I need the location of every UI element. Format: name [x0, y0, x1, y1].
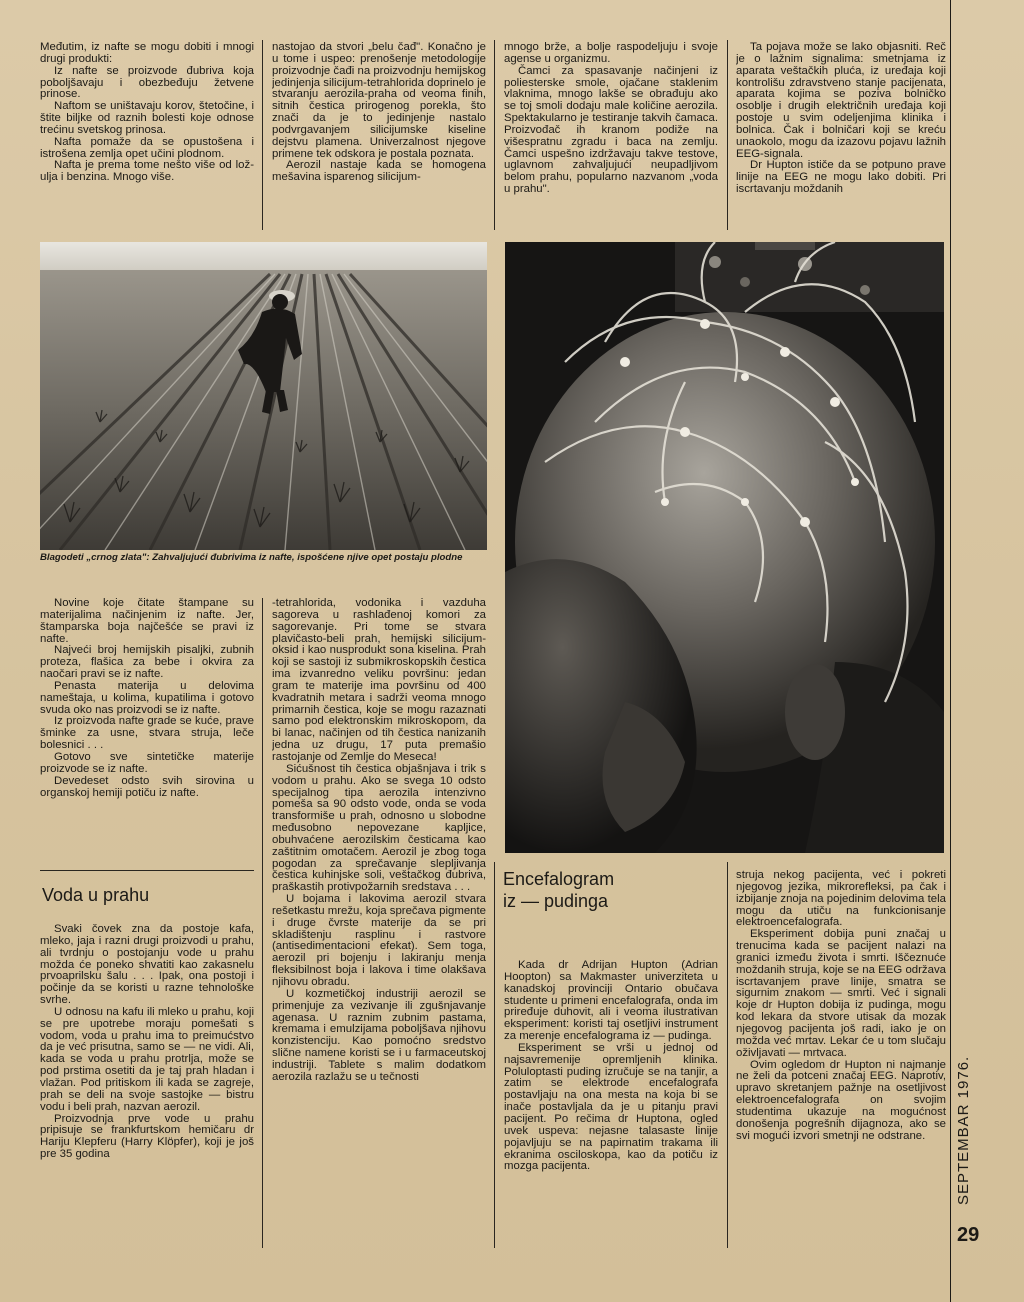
paragraph: U odnosu na kafu ili mleko u prahu, koji se pre upotrebe moraju pomešati s vodom, voda u prahu ima to preimućstvo da je već prisutna, samo se — ne vidi. Ali, kada se voda u prahu protrlja, može se pod prstima osetiti da je taj prah hladan i vlažan. Pod pritiskom ili kada se zagreje, prah se deli na svoje sastojke — bistru vodu i beli prah, nazvan aerozil. — [40, 1005, 254, 1113]
paragraph: Kada dr Adrijan Hupton (Adrian Hoopton) sa Makmaster univerziteta u kanadskoj provinciji Ontario obučava studente u primeni encefalografa, onda im priređuje duhovit, ali i veoma ilustrativan eksperiment: koristi taj osetljivi instrument za merenje encefalograma iz — pudinga. — [504, 960, 718, 1043]
paragraph: Novine koje čitate štampane su materijalima načinjenim iz nafte. Jer, štamparska boja najčešće se pravi iz nafte. — [40, 598, 254, 645]
eeg-photo-graphic — [505, 242, 944, 853]
photo-eeg-head — [505, 242, 944, 853]
paragraph: Eksperiment dobija puni značaj u trenucima kada se pacijent nalazi na granici između života i smrti. Iščeznuće moždanih struja, koje se na EEG održava iscrtavanjem prave linije, smatra se sigurnim znakom — smrti. Već i signali koje dr Hupton dobija iz pudinga, mogu kod lekara da stvore utisak da mozak njegovog pacijenta još radi, iako je on možda već mrtav. Lekar će u tom slučaju oživljavati — mrtvaca. — [736, 928, 946, 1059]
section-heading-encefalogram — [503, 868, 723, 912]
paragraph: Dr Hupton ističe da se potpuno prave linije na EEG ne mogu lako dobiti. Pri iscrtavanju moždanih — [736, 159, 946, 196]
column-rule — [262, 598, 263, 1248]
paragraph: Nafta pomaže da se opustošena i istrošena zemlja opet učini plodnom. — [40, 135, 254, 160]
paragraph: U kozmetičkoj industriji aerozil se primenjuje za vezivanje ili zgušnjavanje agenasa. U raznim zubnim pastama, kremama i emulzijama poboljšava njihovu konzistenciju. Kao pomoćno sredstvo slične namene koristi se i u farmaceutskoj industriji. Tablete s malim dodatkom aerozila razlažu se u tečnosti — [272, 987, 486, 1083]
column-rule — [494, 40, 495, 230]
paragraph: Devedeset odsto svih sirovina u organskoj hemiji potiču iz nafte. — [40, 774, 254, 799]
bottom-column-1-top — [40, 598, 254, 858]
column-rule — [727, 862, 728, 1248]
section-rule — [40, 870, 254, 871]
bottom-column-4 — [736, 870, 946, 1252]
section-heading-voda-u-prahu: Voda u prahu — [42, 885, 150, 905]
paragraph: Proizvodnja prve vode u prahu pripisuje se frankfurtskom hemičaru dr Hariju Klepferu (Harry Klöpfer), koji je još pre 35 godina — [40, 1112, 254, 1161]
bottom-column-3 — [504, 960, 718, 1252]
top-column-4 — [736, 42, 946, 232]
paragraph: Međutim, iz nafte se mogu dobiti i mnogi drugi produkti: — [40, 42, 254, 65]
column-rule — [727, 40, 728, 230]
paragraph: mnogo brže, a bolje raspodeljuju i svoje agense u organizmu. — [504, 42, 718, 65]
bottom-column-1-bottom — [40, 924, 254, 1252]
paragraph: Naftom se uništavaju korov, štetočine, i štite biljke od raznih bolesti koje odnose trećinu svetskog prinosa. — [40, 100, 254, 136]
paragraph: nastojao da stvori „belu čađ". Konačno je u tome i uspeo: prenošenje metodologije proizvodnje čađi na proizvodnju hemijskog jedinjenja silicijum-tetrahlorida doprinelo je stvaranju aerozila-praha od veoma finih, sitnih čestica prirogenog porekla, što znači da je to jedinjenje nastalo podvrgavanjem silicijumske kiseline dejstvu plamena. Univerzalnost njegove primene tek odskora je postala poznata. — [272, 42, 486, 160]
photo-caption: Blagodeti „crnog zlata": Zahvaljujući đubrivima iz nafte, ispošćene njive opet postaju plodne — [40, 552, 463, 563]
paragraph: Gotovo sve sintetičke materije proizvode se iz nafte. — [40, 750, 254, 775]
top-column-2 — [272, 42, 486, 232]
paragraph: Sićušnost tih čestica objašnjava i trik s vodom u prahu. Ako se svega 10 odsto specijalnog tipa aerozila intenzivno pomeša sa 90 odsto vode, onda se voda transformiše u prah, odnosno u slobodne međusobno nepovezane kapljice, obuhvaćene aerozilskim česticama kao zaštitnim omotačem. Aerozil je zbog toga pogodan za sprečavanje slepljivanja čestica kuhinjske soli, veštačkog đubriva, praškastih protivpožarnih sredstava . . . — [272, 762, 486, 894]
photo-farmer-field — [40, 242, 487, 550]
paragraph: Nafta je prema tome nešto više od lož-ulja i benzina. Mnogo više. — [40, 159, 254, 184]
paragraph: Eksperiment se vrši u jednoj od najsavremenije opremljenih klinika. Poluloptasti puding izručuje se na tanjir, a zatim se elektrode encefalografa postavljaju na ona mesta na koja bi se inače postavljala da je u pitanju pravi pacijent. Po rečima dr Huptona, ogled uvek uspeva: nejasne talasaste linije pojavljuju se na papirnatim trakama ili ekranima osciloskopa, kao da potiču iz mozga pacijenta. — [504, 1041, 718, 1173]
top-column-3 — [504, 42, 718, 232]
column-rule — [494, 862, 495, 1248]
paragraph: -tetrahlorida, vodonika i vazduha sagoreva u rashlađenoj komori za sagorevanje. Pri tome se stvara plavičasto-beli prah, hemijski silicijum-oksid i kao nusprodukt sona kiselina. Prah koji se sastoji iz submikroskopskih čestica ima izvanredno veliku površinu: jedan gram te materije ima površinu od 400 kvadratnih metara i sadrži veoma mnogo primarnih čestica, koje se mogu razaznati samo pod elektronskim mikroskopom, da bi lanac, načinjen od tih čestica nanizanih jedna uz drugu, 17 puta premašio rastojanje od Zemlje do Meseca! — [272, 598, 486, 763]
heading-line: Encefalogram — [503, 869, 615, 889]
paragraph: Ovim ogledom dr Hupton ni najmanje ne želi da potceni značaj EEG. Naprotiv, upravo skretanjem pažnje na osetljivost elektroencefalografa on svojim studentima ukazuje na mogućnost donošenja pogrešnih dijagnoza, ako se svi mogući izvori smetnji ne odstrane. — [736, 1058, 946, 1142]
issue-date: SEPTEMBAR 1976. — [955, 1055, 972, 1205]
paragraph: Najveći broj hemijskih pisaljki, zubnih proteza, flašica za bebe i okvira za naočari pravi se iz nafte. — [40, 644, 254, 681]
bottom-column-2 — [272, 598, 486, 1252]
paragraph: Penasta materija u delovima nameštaja, u kolima, kupatilima i gotovo svuda oko nas proizvodi se iz nafte. — [40, 679, 254, 716]
paragraph: Iz proizvoda nafte grade se kuće, prave šminke za usne, stvara struja, leče bolesnici . . . — [40, 715, 254, 752]
paragraph: Ta pojava može se lako objasniti. Reč je o lažnim signalima: smetnjama iz aparata veštačkih pluća, iz uređaja koji kontrolišu zdravstveno stanje pacijenata, aparata kojima se poziva bolničko osoblje i drugih električnih uređaja koji postoje u svim odeljenjima klinika i bolnica. Čak i bolničari koji se kreću unaokolo, mogu da izazovu pojavu lažnih EEG-signala. — [736, 42, 946, 160]
column-rule — [262, 40, 263, 230]
page-edge-rule — [950, 0, 951, 1302]
paragraph: Čamci za spasavanje načinjeni iz poliesterske smole, ojačane staklenim vlaknima, mnogo lakše se obrađuju ako se toj smoli dodaju male količine aerozila. Spektakularno je testiranje takvih čamaca. Proizvođač ih kranom podiže na višespratnu zgradu i baca na zemlju. Čamci uspešno izdržavaju takve testove, uglavnom zahvaljujući neupadljivom belom prahu, popularno nazvanom „voda u prahu". — [504, 64, 718, 196]
paragraph: Iz nafte se proizvode đubriva koja poboljšavaju i obezbeđuju žetvene prinose. — [40, 64, 254, 101]
page-number: 29 — [957, 1224, 980, 1246]
paragraph: struja nekog pacijenta, već i pokreti njegovog jezika, mikrorefleksi, pa čak i izbijanje znoja na pojedinim delovima tela mogu da utiču na funkcionisanje elektroencefalografa. — [736, 870, 946, 929]
paragraph: U bojama i lakovima aerozil stvara rešetkastu mrežu, koja sprečava pigmente i druge čvrste materije da se pri skladištenju rasplinu i rastvore (antisedimentacioni efekat). Sem toga, aerozil pri bojenju i lakiranju menja fleksibilnost boja i lakova i time olakšava njihovu obradu. — [272, 893, 486, 988]
top-column-1 — [40, 42, 254, 232]
heading-line: iz — pudinga — [503, 891, 609, 911]
paragraph: Svaki čovek zna da postoje kafa, mleko, jaja i razni drugi proizvodi u prahu, ali tvrdnju o postojanju vode u prahu možda će poneko shvatiti kao zakasnelu prvoaprilsku šalu . . . Ipak, ona postoji i počinje da se koristi u razne tehnološke svrhe. — [40, 924, 254, 1007]
paragraph: Aerozil nastaje kada se homogena mešavina isparenog silicijum- — [272, 159, 486, 184]
field-photo-graphic — [40, 242, 487, 550]
